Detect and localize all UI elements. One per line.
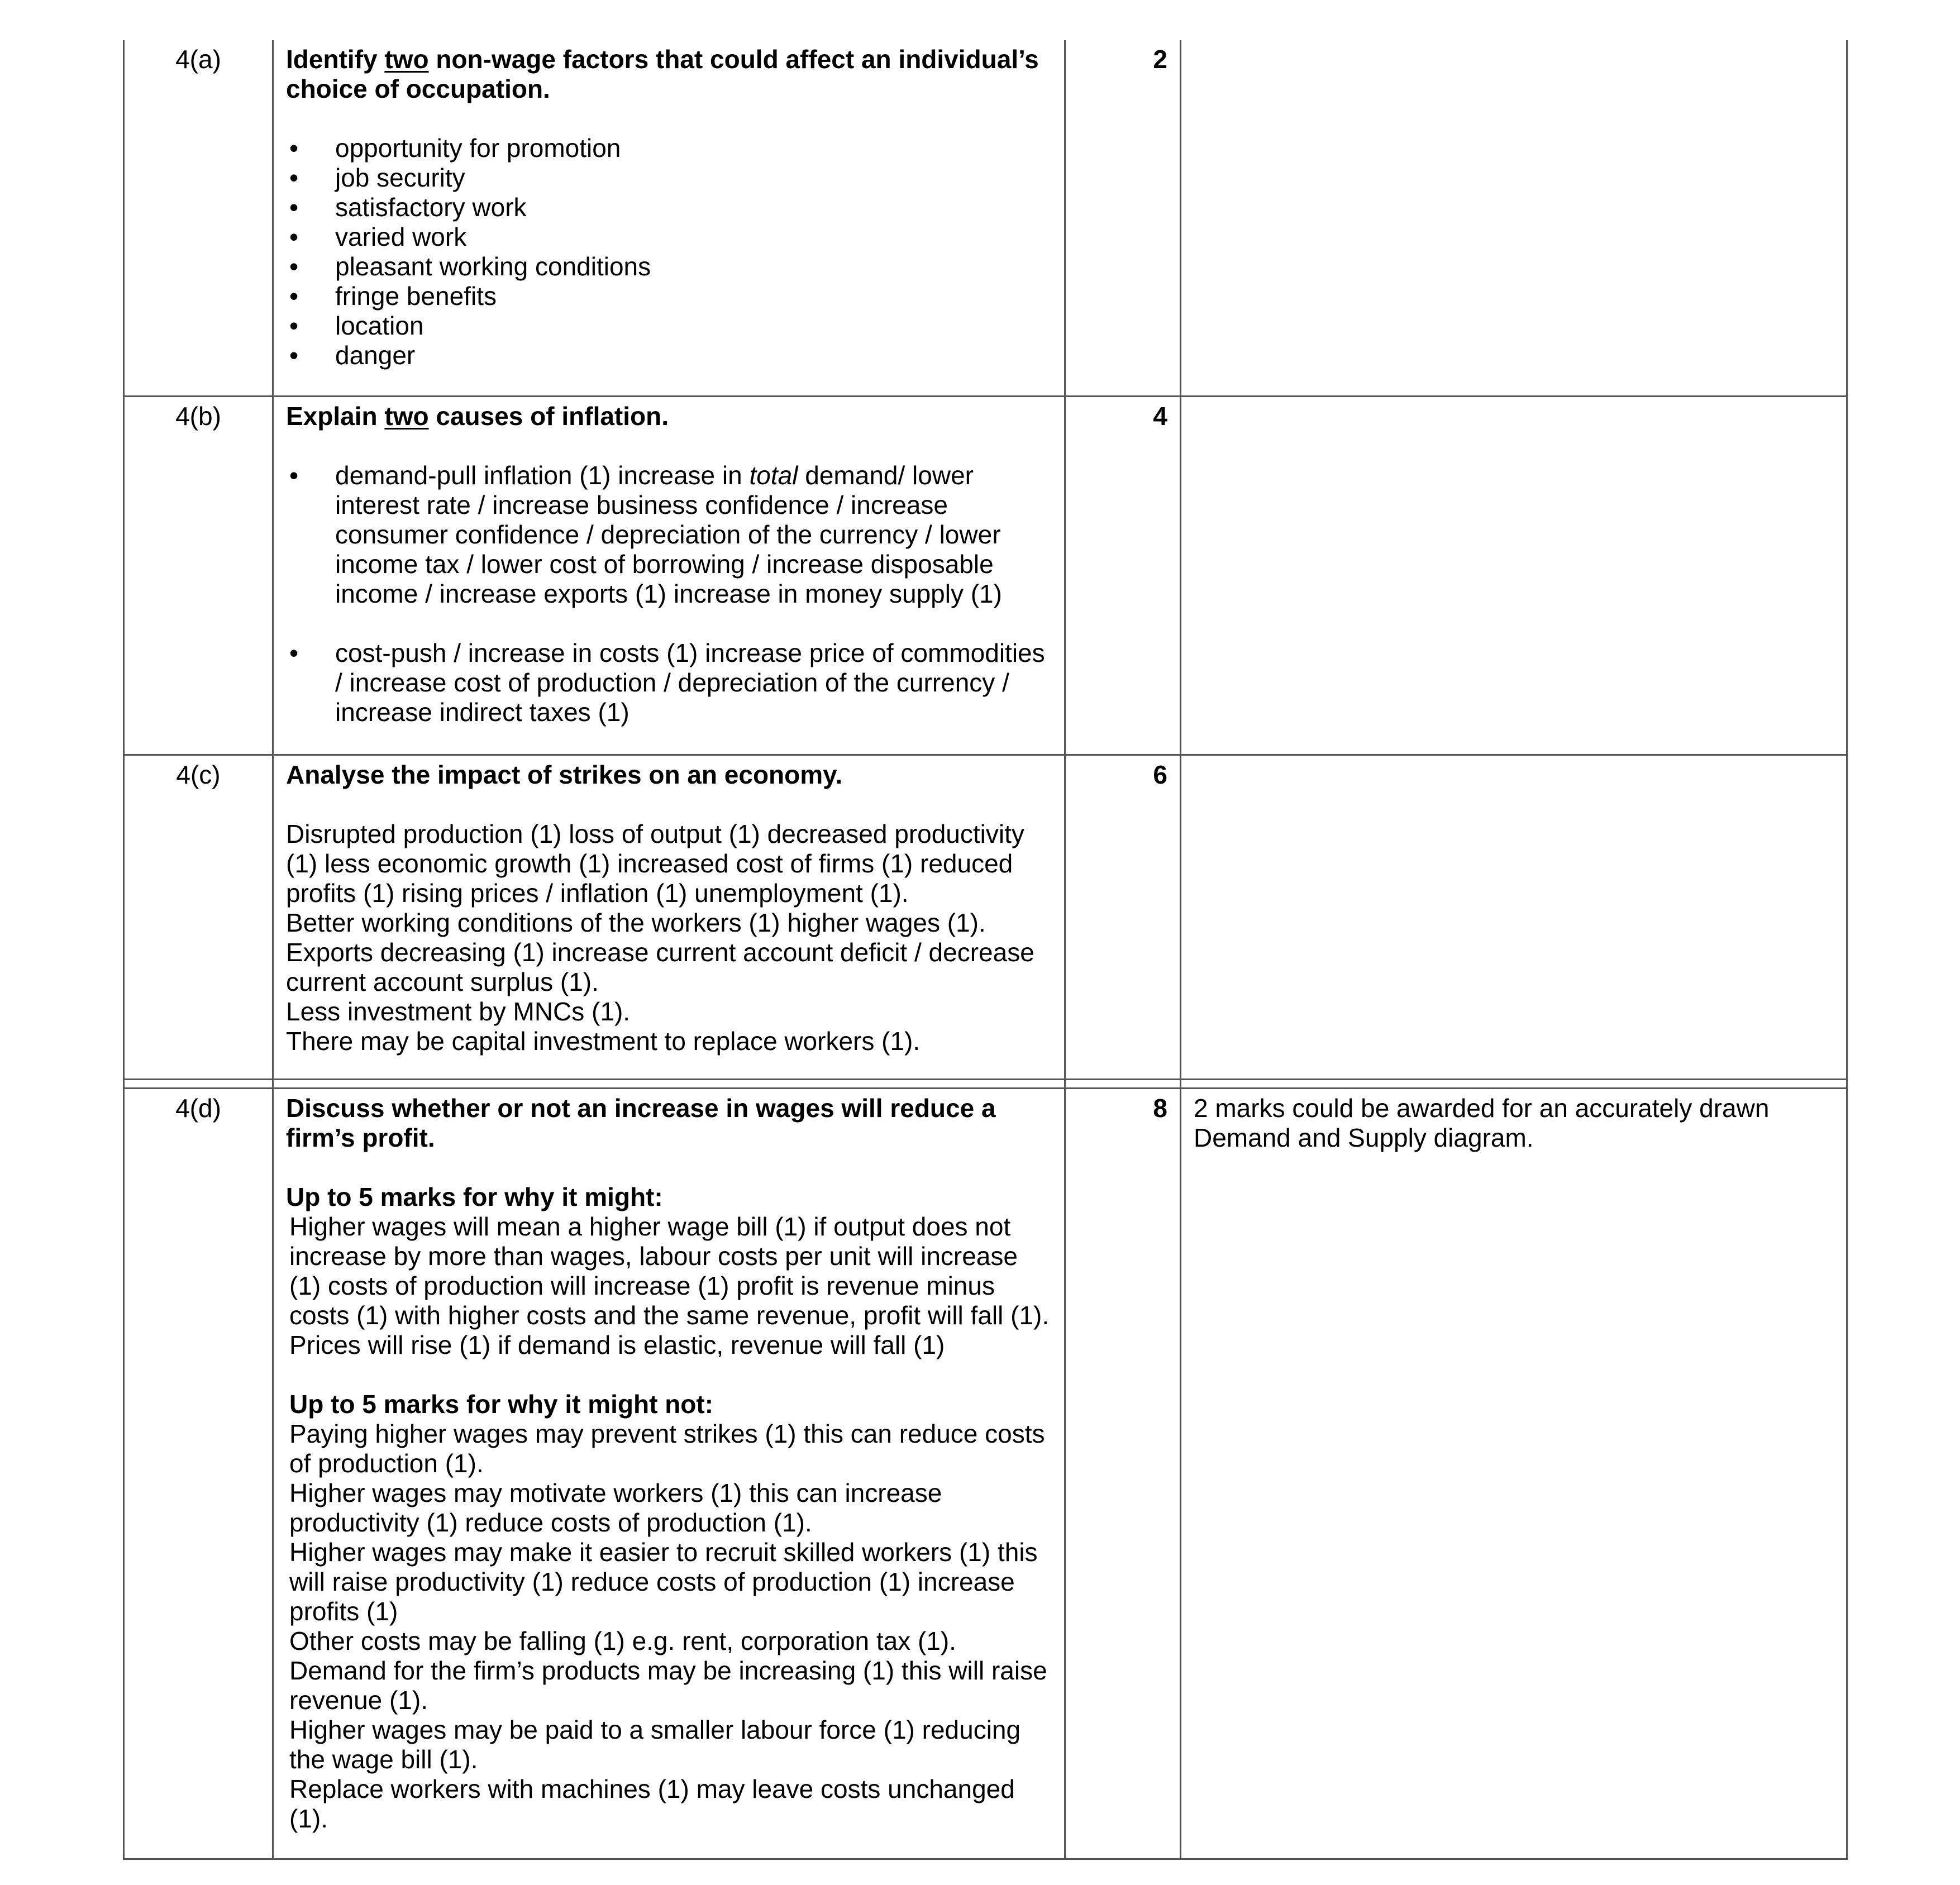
answer-cell [273,396,1065,755]
question-heading: Discuss whether or not an increase in wages will reduce a firm’s profit. [286,1093,996,1152]
subheading-might-not: Up to 5 marks for why it might not: [289,1389,714,1419]
answer-line: Prices will rise (1) if demand is elastic, revenue will fall (1) [289,1330,945,1359]
list-emphasis: total [749,460,798,490]
answer-line: Demand for the firm’s products may be increasing (1) this will raise revenue (1). [289,1655,1047,1715]
mark-scheme-table [123,40,1848,1860]
answer-line: Exports decreasing (1) increase current account deficit / decrease current account surplus (1). [286,937,1034,996]
question-number: 4(a) [124,40,273,396]
heading-text: Explain [286,401,385,431]
separator-cell [1181,1079,1847,1088]
table-row [124,1088,1847,1859]
guidance-cell [1181,396,1847,755]
answer-text [286,1212,1052,1360]
answer-line: There may be capital investment to replace workers (1). [286,1026,921,1056]
separator-cell [273,1079,1065,1088]
question-heading [286,45,1052,104]
answer-line: Paying higher wages may prevent strikes (1) this can reduce costs of production (1). [289,1419,1045,1478]
question-heading: Analyse the impact of strikes on an economy. [286,760,843,789]
heading-text: non-wage factors that could affect an individual’s choice of occupation. [286,45,1039,103]
heading-underlined: two [384,401,429,431]
list-item: • fringe benefits [286,281,1052,311]
question-heading [286,402,1052,431]
answer-text [286,1419,1052,1834]
answer-cell [273,40,1065,396]
answer-line: Better working conditions of the workers (1) higher wages (1). [286,908,986,937]
answer-cell [273,1088,1065,1859]
list-item: • pleasant working conditions [286,252,1052,281]
list-text: demand/ lower interest rate / increase business confidence / increase consumer confidence / depreciation of the currency / lower income tax / lower cost of borrowing / increase disposable income / increase exports (1) increase in money supply (1) [335,460,1002,608]
answer-list [286,461,1052,727]
answer-line: Higher wages will mean a higher wage bill (1) if output does not increase by more than wages, labour costs per unit will increase (1) costs of production will increase (1) profit is revenue minus costs (1) with higher costs and the same revenue, profit will fall (1). [289,1211,1050,1330]
subheading-might: Up to 5 marks for why it might: [286,1182,663,1211]
answer-line: Higher wages may be paid to a smaller labour force (1) reducing the wage bill (1). [289,1715,1021,1774]
guidance-cell [1181,40,1847,396]
answer-text [286,819,1052,1056]
marks-cell: 6 [1065,755,1181,1079]
table-row [124,40,1847,396]
list-text: demand-pull inflation (1) increase in [335,460,750,490]
marks-cell: 2 [1065,40,1181,396]
list-item: • satisfactory work [286,193,1052,222]
answer-line: Other costs may be falling (1) e.g. rent, corporation tax (1). [289,1626,956,1655]
heading-underlined: two [384,45,429,74]
heading-text: causes of inflation. [428,401,669,431]
list-item: • job security [286,163,1052,193]
list-item [286,461,1052,609]
separator-cell [124,1079,273,1088]
table-row [124,755,1847,1079]
answer-list [286,133,1052,370]
list-item: • location [286,311,1052,341]
question-number: 4(c) [124,755,273,1079]
question-number: 4(b) [124,396,273,755]
heading-text: Identify [286,45,385,74]
answer-cell [273,755,1065,1079]
list-item: • danger [286,341,1052,370]
list-item: • varied work [286,222,1052,252]
list-item: • opportunity for promotion [286,133,1052,163]
row-separator [124,1079,1847,1088]
table-row [124,396,1847,755]
marks-cell: 8 [1065,1088,1181,1859]
guidance-cell: 2 marks could be awarded for an accurately drawn Demand and Supply diagram. [1181,1088,1847,1859]
guidance-cell [1181,755,1847,1079]
answer-line: Replace workers with machines (1) may leave costs unchanged (1). [289,1774,1015,1833]
answer-line: Higher wages may make it easier to recruit skilled workers (1) this will raise productivity (1) reduce costs of production (1) increase profits (1) [289,1537,1038,1626]
answer-line: Disrupted production (1) loss of output (1) decreased productivity (1) less economic growth (1) increased cost of firms (1) reduced profits (1) rising prices / inflation (1) unemployment (1). [286,819,1024,908]
marks-cell: 4 [1065,396,1181,755]
answer-line: Less investment by MNCs (1). [286,996,631,1026]
answer-line: Higher wages may motivate workers (1) this can increase productivity (1) reduce costs of production (1). [289,1478,942,1537]
separator-cell [1065,1079,1181,1088]
question-number: 4(d) [124,1088,273,1859]
list-item: • cost-push / increase in costs (1) increase price of commodities / increase cost of production / depreciation of the currency / increase indirect taxes (1) [286,638,1052,727]
